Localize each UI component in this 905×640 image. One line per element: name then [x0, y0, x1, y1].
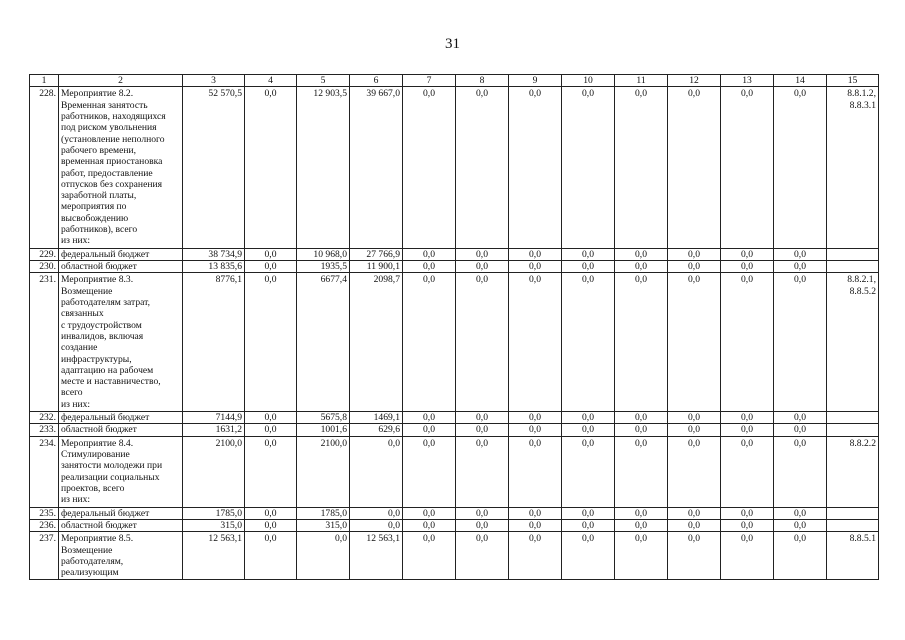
row-title-line: работ, предоставление [61, 167, 153, 179]
value-cell: 0,0 [721, 507, 774, 519]
value-cell: 38 734,9 [183, 248, 245, 260]
row-title-line: всего [61, 387, 83, 399]
value-cell: 13 835,6 [183, 261, 245, 273]
value-cell: 7144,9 [183, 412, 245, 424]
value-cell: 0,0 [668, 248, 721, 260]
table-row [30, 436, 879, 507]
row-title-line: Мероприятие 8.2. [61, 88, 134, 100]
table-row [30, 532, 879, 580]
row-title-line: федеральный бюджет [61, 248, 150, 260]
row-title-line: с трудоустройством [61, 319, 142, 331]
column-header: 11 [615, 75, 668, 87]
value-cell: 0,0 [562, 436, 615, 507]
value-cell: 0,0 [403, 519, 456, 531]
value-cell: 0,0 [668, 412, 721, 424]
column-header: 12 [668, 75, 721, 87]
value-cell: 0,0 [562, 532, 615, 580]
row-title-line: заработной платы, [61, 190, 137, 202]
column-header: 4 [245, 75, 297, 87]
value-cell: 0,0 [245, 507, 297, 519]
value-cell: 0,0 [245, 261, 297, 273]
value-cell: 2100,0 [183, 436, 245, 507]
row-title-line: областной бюджет [61, 261, 137, 272]
value-cell: 0,0 [615, 248, 668, 260]
row-title-line: работников), всего [61, 224, 138, 236]
row-title-line: адаптацию на рабочем [61, 364, 154, 376]
value-cell: 0,0 [562, 412, 615, 424]
value-cell: 0,0 [350, 519, 403, 531]
value-cell: 0,0 [721, 532, 774, 580]
value-cell: 315,0 [183, 519, 245, 531]
row-title [59, 436, 183, 507]
value-cell: 0,0 [403, 273, 456, 412]
reference-cell: 8.8.2.2 [827, 436, 879, 507]
row-title-line: федеральный бюджет [61, 412, 150, 424]
row-title-line: создание [61, 342, 98, 354]
value-cell: 0,0 [509, 532, 562, 580]
value-cell: 1001,6 [297, 424, 350, 436]
value-cell: 0,0 [245, 519, 297, 531]
value-cell: 0,0 [774, 507, 827, 519]
value-cell: 315,0 [297, 519, 350, 531]
page-number: 31 [445, 36, 460, 52]
row-title-line: Мероприятие 8.5. [61, 533, 134, 545]
value-cell: 0,0 [456, 507, 509, 519]
row-title-line: федеральный бюджет [61, 507, 150, 519]
value-cell: 1631,2 [183, 424, 245, 436]
value-cell: 0,0 [774, 87, 827, 248]
row-number: 235. [30, 507, 59, 519]
reference-cell [827, 248, 879, 260]
value-cell: 0,0 [245, 87, 297, 248]
value-cell: 0,0 [721, 424, 774, 436]
value-cell: 6677,4 [297, 273, 350, 412]
value-cell: 0,0 [721, 519, 774, 531]
value-cell: 1935,5 [297, 261, 350, 273]
row-title-line: Мероприятие 8.4. [61, 437, 134, 449]
value-cell: 0,0 [403, 436, 456, 507]
value-cell: 1785,0 [183, 507, 245, 519]
row-title [59, 412, 183, 424]
value-cell: 0,0 [774, 412, 827, 424]
value-cell: 0,0 [456, 424, 509, 436]
value-cell: 0,0 [615, 507, 668, 519]
row-title-line: связанных [61, 308, 104, 320]
value-cell: 0,0 [456, 273, 509, 412]
row-title [59, 87, 183, 248]
value-cell: 0,0 [456, 261, 509, 273]
table-row [30, 248, 879, 260]
value-cell: 0,0 [509, 273, 562, 412]
value-cell: 0,0 [562, 248, 615, 260]
value-cell: 0,0 [403, 412, 456, 424]
reference-cell [827, 507, 879, 519]
value-cell: 0,0 [562, 273, 615, 412]
row-title-line: работников, находящихся [61, 110, 166, 122]
value-cell: 0,0 [245, 273, 297, 412]
column-header: 10 [562, 75, 615, 87]
column-header: 5 [297, 75, 350, 87]
value-cell: 5675,8 [297, 412, 350, 424]
value-cell: 0,0 [721, 412, 774, 424]
value-cell: 0,0 [774, 261, 827, 273]
column-header: 1 [30, 75, 59, 87]
row-title-line: из них: [61, 235, 91, 247]
value-cell: 0,0 [562, 519, 615, 531]
value-cell: 0,0 [456, 519, 509, 531]
value-cell: 0,0 [509, 436, 562, 507]
row-title-line: высвобождению [61, 212, 129, 224]
row-title-line: месте и наставничество, [61, 376, 161, 388]
row-title-line: из них: [61, 398, 91, 410]
value-cell: 0,0 [562, 261, 615, 273]
row-title [59, 261, 183, 273]
value-cell: 27 766,9 [350, 248, 403, 260]
value-cell: 0,0 [774, 273, 827, 412]
reference-cell [827, 424, 879, 436]
value-cell: 0,0 [721, 87, 774, 248]
row-title-line: (установление неполного [61, 133, 165, 145]
value-cell: 12 563,1 [183, 532, 245, 580]
table-row [30, 273, 879, 412]
column-header: 9 [509, 75, 562, 87]
value-cell: 0,0 [403, 248, 456, 260]
value-cell: 11 900,1 [350, 261, 403, 273]
value-cell: 2098,7 [350, 273, 403, 412]
value-cell: 0,0 [615, 261, 668, 273]
value-cell: 12 563,1 [350, 532, 403, 580]
value-cell: 0,0 [668, 87, 721, 248]
value-cell: 0,0 [615, 412, 668, 424]
value-cell: 10 968,0 [297, 248, 350, 260]
row-number: 236. [30, 519, 59, 531]
value-cell: 0,0 [456, 436, 509, 507]
value-cell: 0,0 [721, 436, 774, 507]
row-title-line: областной бюджет [61, 424, 137, 436]
table-body [30, 87, 879, 580]
row-title-line: Временная занятость [61, 99, 148, 111]
value-cell: 1469,1 [350, 412, 403, 424]
row-number: 228. [30, 87, 59, 248]
column-header: 3 [183, 75, 245, 87]
row-title-line: работодателям, [61, 555, 124, 567]
value-cell: 2100,0 [297, 436, 350, 507]
row-number: 232. [30, 412, 59, 424]
row-title [59, 519, 183, 531]
column-header: 7 [403, 75, 456, 87]
row-title-line: Возмещение [61, 544, 113, 556]
value-cell: 0,0 [509, 261, 562, 273]
value-cell: 0,0 [456, 532, 509, 580]
row-title-line: Стимулирование [61, 449, 130, 460]
value-cell: 0,0 [456, 87, 509, 248]
value-cell: 0,0 [509, 87, 562, 248]
value-cell: 0,0 [668, 519, 721, 531]
value-cell: 0,0 [403, 261, 456, 273]
column-header: 13 [721, 75, 774, 87]
value-cell: 0,0 [721, 261, 774, 273]
value-cell: 0,0 [668, 532, 721, 580]
row-title-line: инфраструктуры, [61, 353, 132, 365]
table-row [30, 261, 879, 273]
row-title-line: рабочего времени, [61, 144, 137, 156]
value-cell: 0,0 [509, 248, 562, 260]
reference-cell [827, 261, 879, 273]
table-row [30, 424, 879, 436]
row-title [59, 273, 183, 412]
value-cell: 0,0 [774, 424, 827, 436]
column-header: 6 [350, 75, 403, 87]
row-title-line: под риском увольнения [61, 122, 157, 134]
row-title-line: инвалидов, включая [61, 330, 144, 342]
row-number: 233. [30, 424, 59, 436]
reference-cell: 8.8.2.1, 8.8.5.2 [827, 273, 879, 412]
value-cell: 0,0 [615, 519, 668, 531]
value-cell: 0,0 [245, 436, 297, 507]
row-title-line: отпусков без сохранения [61, 178, 163, 190]
value-cell: 0,0 [562, 87, 615, 248]
table-row [30, 412, 879, 424]
value-cell: 0,0 [509, 424, 562, 436]
value-cell: 0,0 [403, 507, 456, 519]
row-title-line: временная приостановка [61, 156, 163, 168]
row-title-line: Возмещение [61, 285, 113, 297]
column-header: 8 [456, 75, 509, 87]
row-title [59, 507, 183, 519]
reference-cell [827, 412, 879, 424]
row-number: 237. [30, 532, 59, 580]
value-cell: 1785,0 [297, 507, 350, 519]
row-number: 229. [30, 248, 59, 260]
row-title-line: проектов, всего [61, 482, 125, 494]
value-cell: 0,0 [774, 248, 827, 260]
row-title-line: из них: [61, 494, 91, 506]
row-title [59, 532, 183, 580]
row-title-line: мероприятия по [61, 201, 127, 213]
value-cell: 0,0 [509, 507, 562, 519]
value-cell: 0,0 [245, 532, 297, 580]
row-number: 234. [30, 436, 59, 507]
value-cell: 0,0 [562, 424, 615, 436]
value-cell: 0,0 [245, 412, 297, 424]
value-cell: 0,0 [509, 519, 562, 531]
value-cell: 0,0 [456, 248, 509, 260]
budget-table [29, 74, 879, 580]
value-cell: 0,0 [245, 424, 297, 436]
value-cell: 0,0 [350, 507, 403, 519]
value-cell: 0,0 [615, 424, 668, 436]
table-row [30, 519, 879, 531]
value-cell: 0,0 [774, 436, 827, 507]
table-row [30, 507, 879, 519]
column-number-row [30, 75, 879, 87]
row-number: 231. [30, 273, 59, 412]
table-row [30, 87, 879, 248]
value-cell: 0,0 [297, 532, 350, 580]
row-title-line: занятости молодежи при [61, 460, 163, 472]
value-cell: 0,0 [774, 532, 827, 580]
value-cell: 0,0 [668, 424, 721, 436]
value-cell: 629,6 [350, 424, 403, 436]
value-cell: 0,0 [350, 436, 403, 507]
value-cell: 0,0 [615, 532, 668, 580]
row-title-line: областной бюджет [61, 519, 137, 531]
value-cell: 0,0 [245, 248, 297, 260]
value-cell: 0,0 [721, 273, 774, 412]
row-title-line: Мероприятие 8.3. [61, 274, 134, 286]
value-cell: 0,0 [721, 248, 774, 260]
value-cell: 0,0 [615, 436, 668, 507]
value-cell: 0,0 [403, 424, 456, 436]
value-cell: 0,0 [615, 87, 668, 248]
value-cell: 52 570,5 [183, 87, 245, 248]
row-title-line: работодателям затрат, [61, 296, 150, 308]
value-cell: 39 667,0 [350, 87, 403, 248]
row-title-line: реализации социальных [61, 471, 160, 483]
reference-cell [827, 519, 879, 531]
column-header: 2 [59, 75, 183, 87]
row-title [59, 248, 183, 260]
value-cell: 0,0 [668, 273, 721, 412]
value-cell: 0,0 [615, 273, 668, 412]
value-cell: 0,0 [668, 261, 721, 273]
row-title [59, 424, 183, 436]
value-cell: 0,0 [456, 412, 509, 424]
value-cell: 0,0 [509, 412, 562, 424]
value-cell: 0,0 [403, 87, 456, 248]
value-cell: 0,0 [562, 507, 615, 519]
column-header: 15 [827, 75, 879, 87]
row-number: 230. [30, 261, 59, 273]
value-cell: 0,0 [668, 436, 721, 507]
value-cell: 8776,1 [183, 273, 245, 412]
column-header: 14 [774, 75, 827, 87]
reference-cell: 8.8.1.2, 8.8.3.1 [827, 87, 879, 248]
reference-cell: 8.8.5.1 [827, 532, 879, 580]
value-cell: 0,0 [774, 519, 827, 531]
row-title-line: реализующим [61, 567, 119, 579]
value-cell: 0,0 [668, 507, 721, 519]
value-cell: 12 903,5 [297, 87, 350, 248]
value-cell: 0,0 [403, 532, 456, 580]
